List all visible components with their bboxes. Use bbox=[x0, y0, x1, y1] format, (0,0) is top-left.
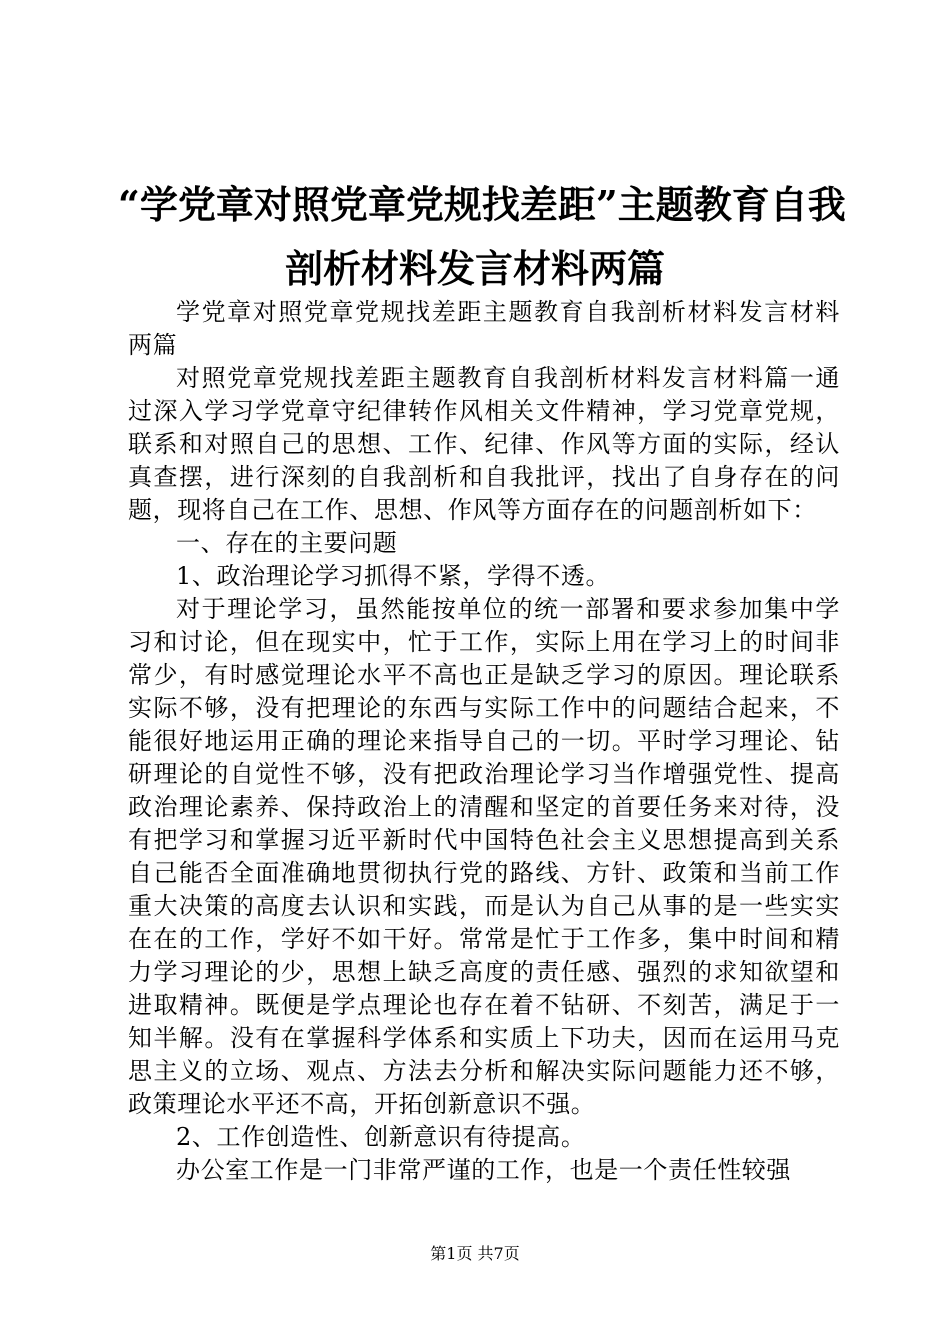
document-title-line-1: “学党章对照党章党规找差距”主题教育自我 bbox=[118, 182, 846, 227]
subsection-heading-innovation: 2、工作创造性、创新意识有待提高。 bbox=[176, 1123, 586, 1151]
body-paragraph-theory-study: 对于理论学习，虽然能按单位的统一部署和要求参加集中学习和讨论，但在现实中，忙于工作，实际上用在学习上的时间非常少，有时感觉理论水平不高也正是缺乏学习的原因。理论联系实际不够，没有把理论的东西与实际工作中的问题结合起来，不能很好地运用正确的理论来指导自己的一切。平时学习理论、钻研理论的自觉性不够，没有把政治理论学习当作增强党性、提高政治理论素养、保持政治上的清醒和坚定的首要任务来对待，没有把学习和掌握习近平新时代中国特色社会主义思想提高到关系自己能否全面准确地贯彻执行党的路线、方针、政策和当前工作重大决策的高度去认识和实践，而是认为自己从事的是一些实实在在的工作，学好不如干好。常常是忙于工作多，集中时间和精力学习理论的少，思想上缺乏高度的责任感、强烈的求知欲望和进取精神。既便是学点理论也存在着不钻研、不刻苦，满足于一知半解。没有在掌握科学体系和实质上下功夫，因而在运用马克思主义的立场、观点、方法去分析和解决实际问题能力还不够，政策理论水平还不高，开拓创新意识不强。 bbox=[128, 595, 840, 1118]
document-title-line-2: 剖析材料发言材料两篇 bbox=[284, 246, 665, 291]
body-paragraph-intro: 学党章对照党章党规找差距主题教育自我剖析材料发言材料两篇 bbox=[128, 298, 840, 359]
page-number-footer: 第1页 共7页 bbox=[430, 1244, 520, 1263]
document-body bbox=[128, 296, 840, 1187]
body-paragraph-office-work: 办公室工作是一门非常严谨的工作，也是一个责任性较强 bbox=[176, 1156, 791, 1184]
body-paragraph-preface: 对照党章党规找差距主题教育自我剖析材料发言材料篇一通过深入学习学党章守纪律转作风相关文件精神，学习党章党规，联系和对照自己的思想、工作、纪律、作风等方面的实际，经认真查摆，进行深刻的自我剖析和自我批评，找出了自身存在的问题，现将自己在工作、思想、作风等方面存在的问题剖析如下： bbox=[128, 364, 840, 524]
section-heading-main-problems: 一、存在的主要问题 bbox=[176, 529, 398, 557]
subsection-heading-theory-study: 1、政治理论学习抓得不紧，学得不透。 bbox=[176, 562, 611, 590]
